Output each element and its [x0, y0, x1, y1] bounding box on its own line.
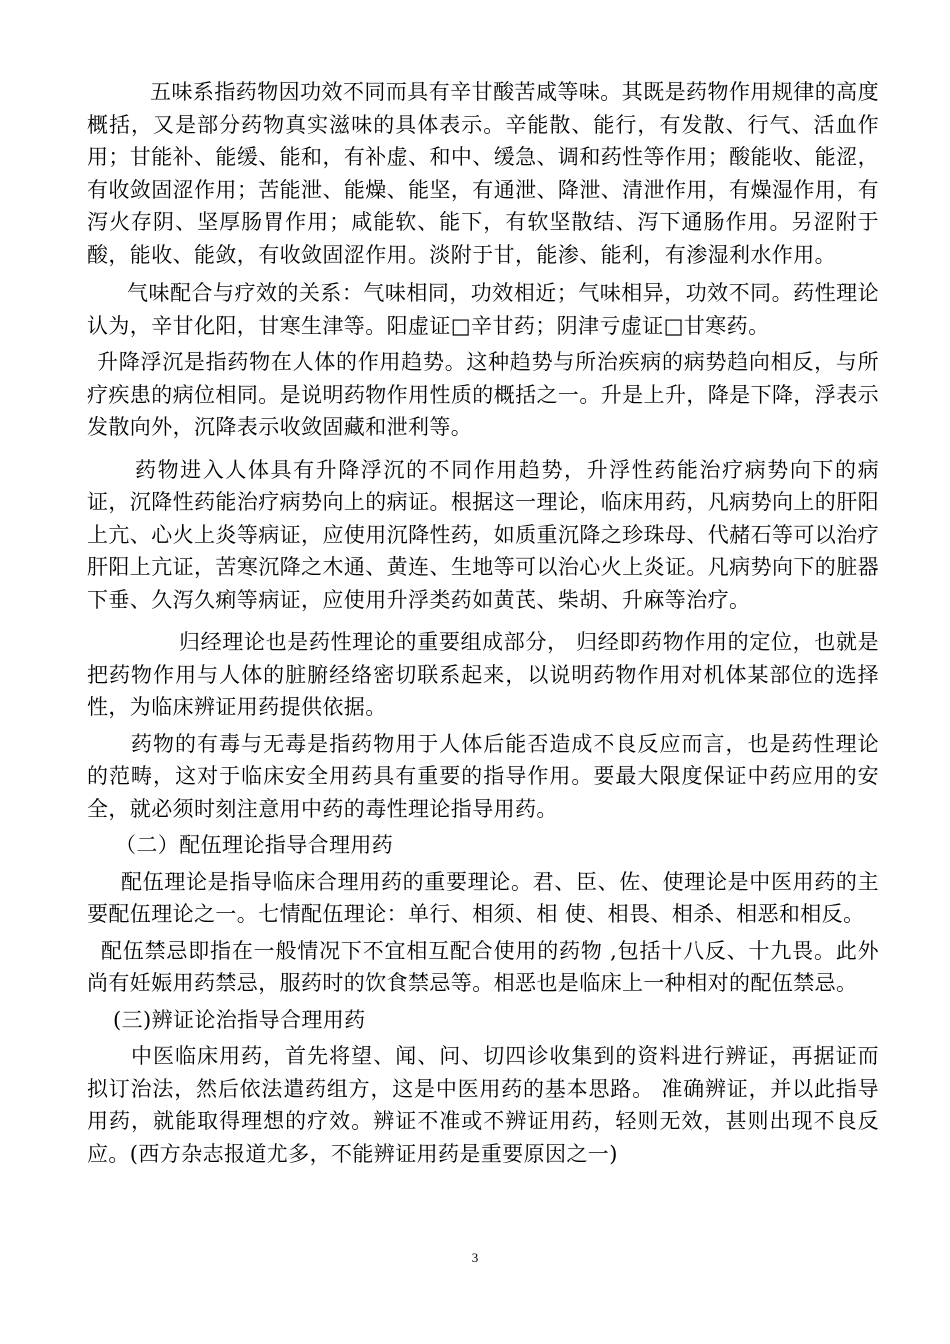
paragraph-action-tendency: 药物进入人体具有升降浮沉的不同作用趋势，升浮性药能治疗病势向下的病证，沉降性药能治疗病势向上的病证。根据这一理论，临床用药，凡病势向上的肝阳上亢、心火上炎等病证，应使用沉降性药，如质重沉降之珍珠母、代赭石等可以治疗肝阳上亢证，苦寒沉降之木通、黄连、生地等可以治心火上炎证。凡病势向下的脏器下垂、久泻久痢等病证，应使用升浮类药如黄芪、柴胡、升麻等治疗。 — [87, 457, 879, 612]
section-heading-syndrome-differentiation: (三)辨证论治指导合理用药 — [113, 1007, 366, 1032]
page-number: 3 — [471, 1250, 479, 1265]
paragraph-compatibility-theory: 配伍理论是指导临床合理用药的重要理论。君、臣、佐、使理论是中医用药的主要配伍理论之一。七情配伍理论：单行、相须、相 使、相畏、相杀、相恶和相反。 — [87, 869, 879, 926]
section-heading-compatibility: （二）配伍理论指导合理用药 — [115, 833, 394, 857]
paragraph-meridian-tropism: 归经理论也是药性理论的重要组成部分， 归经即药物作用的定位，也就是把药物作用与人体的脏腑经络密切联系起来，以说明药物作用对机体某部位的选择性，为临床辨证用药提供依据。 — [87, 630, 879, 719]
paragraph-clinical-medication: 中医临床用药，首先将望、闻、问、切四诊收集到的资料进行辨证，再据证而拟订治法，然后依法遣药组方，这是中医用药的基本思路。 准确辨证，并以此指导用药，就能取得理想的疗效。辨证不准或不辨证用药，轻则无效，甚则出现不良反应。(西方杂志报道尤多，不能辨证用药是重要原因之一) — [87, 1044, 879, 1166]
paragraph-compatibility-taboo: 配伍禁忌即指在一般情况下不宜相互配合使用的药物 ,包括十八反、十九畏。此外尚有妊娠用药禁忌，服药时的饮食禁忌等。相恶也是临床上一种相对的配伍禁忌。 — [87, 938, 879, 995]
paragraph-ascending-descending: 升降浮沉是指药物在人体的作用趋势。这种趋势与所治疾病的病势趋向相反，与所疗疾患的病位相同。是说明药物作用性质的概括之一。升是上升，降是下降，浮表示发散向外，沉降表示收敛固藏和泄利等。 — [87, 350, 879, 439]
document-body — [87, 76, 879, 1170]
paragraph-five-flavors: 五味系指药物因功效不同而具有辛甘酸苦咸等味。其既是药物作用规律的高度概括，又是部分药物真实滋味的具体表示。辛能散、能行，有发散、行气、活血作用；甘能补、能缓、能和，有补虚、和中、缓急、调和药性等作用；酸能收、能涩，有收敛固涩作用；苦能泄、能燥、能坚，有通泄、降泄、清泄作用，有燥湿作用，有泻火存阴、坚厚肠胃作用；咸能软、能下，有软坚散结、泻下通肠作用。另涩附于酸，能收、能敛，有收敛固涩作用。淡附于甘，能渗、能利，有渗湿利水作用。 — [87, 80, 879, 267]
paragraph-flavor-efficacy: 气味配合与疗效的关系：气味相同，功效相近；气味相异，功效不同。药性理论认为，辛甘化阳，甘寒生津等。阳虚证□辛甘药；阴津亏虚证□甘寒药。 — [87, 281, 879, 338]
paragraph-toxicity: 药物的有毒与无毒是指药物用于人体后能否造成不良反应而言，也是药性理论的范畴，这对于临床安全用药具有重要的指导作用。要最大限度保证中药应用的安全，就必须时刻注意用中药的毒性理论指导用药。 — [87, 731, 879, 821]
